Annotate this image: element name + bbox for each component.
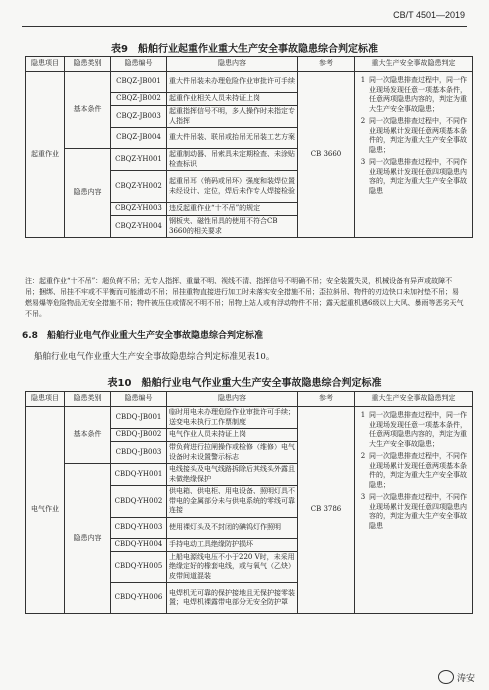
section-paragraph: 船舶行业电气作业重大生产安全事故隐患综合判定标准见表10。: [34, 352, 275, 362]
hazard-content: 手持电动工具绝缘防护损坏: [167, 538, 298, 551]
section-title: 船舶行业电气作业重大生产安全事故隐患综合判定标准: [46, 331, 263, 341]
hazard-content: 电气作业人员未持证上岗: [167, 429, 298, 442]
hazard-code: CBDQ-JB003: [111, 442, 167, 464]
section-heading: [22, 328, 263, 341]
criteria-item: 3 同一次隐患排查过程中，不同作业现场累计发现任意四项隐患内容的，判定为重大生产安全事故隐患: [360, 158, 467, 195]
table9-note: 注：起重作业“十不吊”：超负荷不吊；无专人指挥、重量不明、视线不清、指挥信号不明确不吊；安全装置失灵，机械设备有异声或故障不吊；捆绑、吊挂不牢或不平衡而可能滑动不吊；吊挂重物直接进行加工时未落实安全措施不吊；歪拉斜吊、物件的刃边快口未加衬垫不吊；易燃易爆等危险物品无安全措施不吊；物件被压住或情况不明不吊；吊物上站人或有浮动物件不吊；露天起重机遇6级以上大风、暴雨等恶劣天气不吊。: [25, 277, 464, 318]
table9-header: 隐患项目: [26, 57, 65, 72]
table10-header: 隐患类别: [65, 392, 111, 407]
table10-category-basic: 基本条件: [65, 407, 111, 464]
table10-header: 重大生产安全事故隐患判定: [355, 392, 473, 407]
hazard-code: CBQZ-JB002: [111, 93, 167, 106]
criteria-item: 2 同一次隐患排查过程中，不同作业现场累计发现任意两项基本条件的，判定为重大生产安全事故隐患；: [360, 117, 467, 154]
table10-project: 电气作业: [26, 407, 65, 614]
table10-header: 隐患项目: [26, 392, 65, 407]
hazard-code: CBQZ-JB004: [111, 128, 167, 149]
table10-header: 参考: [298, 392, 355, 407]
table10-reference: CB 3786: [298, 407, 355, 614]
criteria-item: 3 同一次隐患排查过程中，不同作业现场累计发现任意四项隐患内容的，判定为重大生产安全事故隐患: [360, 493, 467, 530]
hazard-content: 起重吊耳（销码或吊环）强度和装焊位置未经设计、定位，焊后未作专人焊接检验: [167, 171, 298, 203]
hazard-content: 重大件吊装未办理危险作业审批许可手续: [167, 72, 298, 93]
hazard-content: 违反起重作业“十不吊”的规定: [167, 203, 298, 216]
table10-header: 隐患内容: [167, 392, 298, 407]
hazard-code: CBQZ-JB003: [111, 106, 167, 128]
table9: [25, 56, 473, 238]
table9-header: 隐患内容: [167, 57, 298, 72]
table9-header: 隐患编号: [111, 57, 167, 72]
hazard-content: 重大件吊装、联吊或抬吊无吊装工艺方案: [167, 128, 298, 149]
table9-header: 隐患类别: [65, 57, 111, 72]
table9-header-row: [26, 57, 473, 72]
hazard-content: 带负荷进行拉闸操作或检修（维修）电气设备时未设置警示标志: [167, 442, 298, 464]
hazard-content: 起重制动器、吊索具未定期检查、未涂贴检查标识: [167, 149, 298, 171]
watermark: [438, 670, 475, 684]
table10: [25, 391, 473, 614]
hazard-code: CBDQ-JB001: [111, 407, 167, 429]
hazard-code: CBQZ-YH002: [111, 171, 167, 203]
hazard-content: 上船电源线电压不小于220 V时，未采用绝缘定好的橡套电线，或与氧气（乙炔）皮带间道混装: [167, 551, 298, 583]
hazard-code: CBDQ-YH003: [111, 517, 167, 538]
hazard-content: 电焊机无可靠的保护接地且无保护接零装置；电焊机裸露带电部分无安全防护罩: [167, 583, 298, 614]
table9-header: 重大生产安全事故隐患判定: [355, 57, 473, 72]
hazard-content: 电线接头及电气线路拆除后其线头外露且未做绝缘保护: [167, 464, 298, 486]
hazard-content: 起重指挥信号不明，多人操作时未指定专人指挥: [167, 106, 298, 128]
criteria-item: 2 同一次隐患排查过程中，不同作业现场累计发现任意两项基本条件的，判定为重大生产安全事故隐患；: [360, 452, 467, 489]
hazard-code: CBDQ-YH001: [111, 464, 167, 486]
document-code: CB/T 4501—2019: [393, 10, 465, 20]
wechat-icon: [438, 670, 454, 684]
table9-caption: 表9 船舶行业起重作业重大生产安全事故隐患综合判定标准: [111, 44, 378, 55]
table10-criteria: [355, 407, 473, 614]
table9-category-content: 隐患内容: [65, 149, 111, 238]
table-row: [26, 72, 473, 93]
hazard-code: CBDQ-JB002: [111, 429, 167, 442]
hazard-content: 起重作业相关人员未持证上岗: [167, 93, 298, 106]
table9-header: 参考: [298, 57, 355, 72]
hazard-code: CBDQ-YH004: [111, 538, 167, 551]
hazard-code: CBQZ-YH001: [111, 149, 167, 171]
table9-project: 起重作业: [26, 72, 65, 238]
hazard-content: 钢板夹、磁性吊具的使用不符合CB 3660的相关要求: [167, 216, 298, 238]
table9-category-basic: 基本条件: [65, 72, 111, 149]
criteria-item: 1 同一次隐患排查过程中，同一作业现场发现任意一项基本条件，任意两项隐患内容的，判定为重大生产安全事故隐患；: [360, 76, 467, 113]
watermark-text: 涛安: [456, 673, 475, 684]
header-rule: [22, 26, 467, 27]
hazard-code: CBQZ-YH003: [111, 203, 167, 216]
table-row: [26, 407, 473, 429]
hazard-code: CBDQ-YH002: [111, 486, 167, 518]
hazard-code: CBQZ-YH004: [111, 216, 167, 238]
table9-reference: CB 3660: [298, 72, 355, 238]
hazard-content: 临时用电未办理危险作业审批许可手续；送变电未执行工作票制度: [167, 407, 298, 429]
table10-header-row: [26, 392, 473, 407]
hazard-code: CBDQ-YH006: [111, 583, 167, 614]
table10-category-content: 隐患内容: [65, 464, 111, 614]
hazard-content: 使用裸灯头及不封闭的碘钨灯作照明: [167, 517, 298, 538]
criteria-item: 1 同一次隐患排查过程中，同一作业现场发现任意一项基本条件，任意两项隐患内容的，判定为重大生产安全事故隐患；: [360, 411, 467, 448]
table10-header: 隐患编号: [111, 392, 167, 407]
table10-caption: 表10 船舶行业电气作业重大生产安全事故隐患综合判定标准: [107, 378, 382, 389]
section-number: 6.8: [22, 331, 38, 341]
hazard-content: 供电箱、供电柜、用电设备、照明灯具不带电的金属部分未与供电系统的零线可靠连接: [167, 486, 298, 518]
table9-criteria: [355, 72, 473, 238]
hazard-code: CBDQ-YH005: [111, 551, 167, 583]
hazard-code: CBQZ-JB001: [111, 72, 167, 93]
